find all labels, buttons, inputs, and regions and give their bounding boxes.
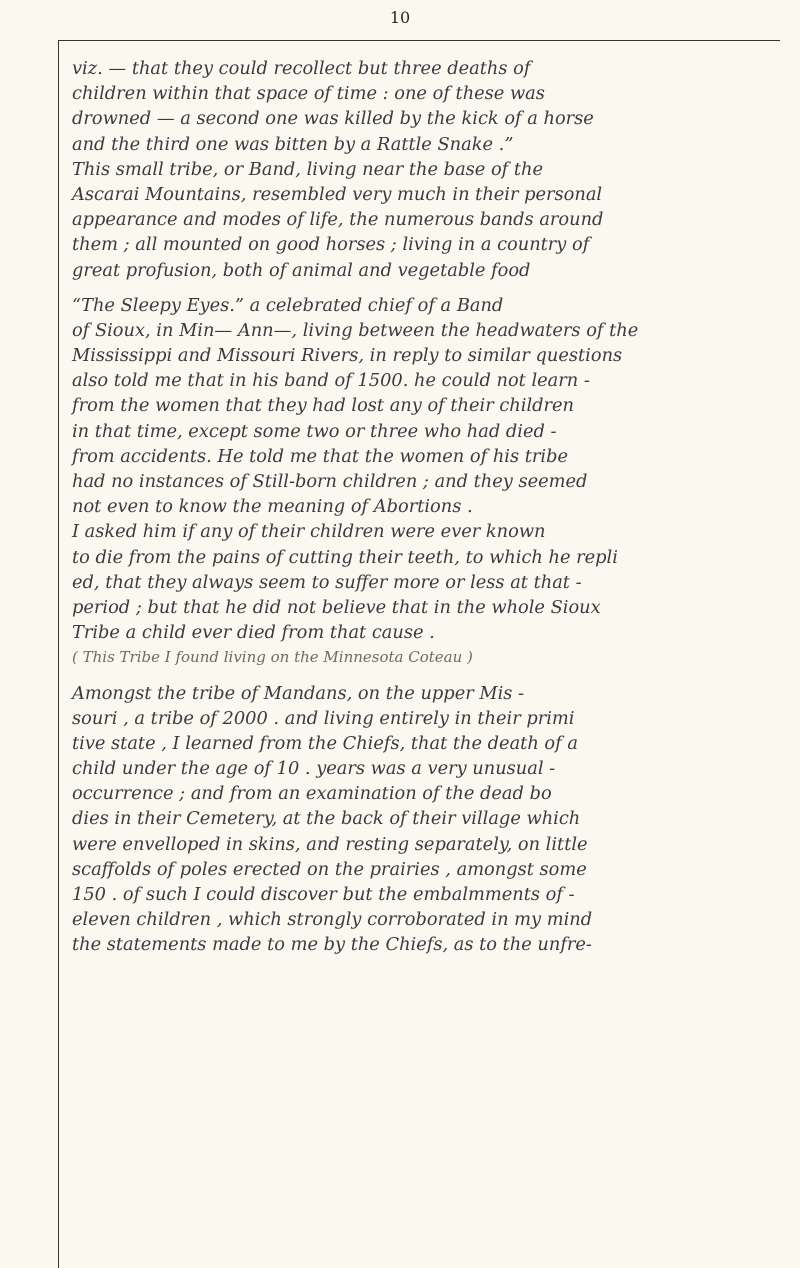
text-line: not even to know the meaning of Abortions .	[72, 496, 473, 518]
manuscript-text	[72, 56, 772, 958]
text-line: from the women that they had lost any of their children	[72, 395, 574, 417]
text-line: drowned — a second one was killed by the kick of a horse	[72, 108, 594, 130]
paragraph-2	[72, 157, 772, 283]
text-line: and the third one was bitten by a Rattle Snake .”	[72, 133, 514, 155]
text-line: occurrence ; and from an examination of the dead bo	[72, 783, 552, 805]
text-line: appearance and modes of life, the numerous bands around	[72, 209, 604, 231]
text-line: dies in their Cemetery, at the back of their village which	[72, 808, 581, 830]
text-line: “The Sleepy Eyes.” a celebrated chief of a Band	[72, 294, 504, 316]
text-line: Tribe a child ever died from that cause .	[72, 622, 435, 644]
text-line: This small tribe, or Band, living near the base of the	[72, 158, 544, 180]
text-line: child under the age of 10 . years was a very unusual -	[72, 758, 556, 780]
text-line: children within that space of time : one of these was	[72, 83, 545, 105]
paragraph-gap	[72, 671, 772, 681]
text-line: the statements made to me by the Chiefs, as to the unfre-	[72, 934, 592, 956]
text-line: tive state , I learned from the Chiefs, that the death of a	[72, 732, 578, 754]
text-line: great profusion, both of animal and vegetable food	[72, 259, 531, 281]
text-line: souri , a tribe of 2000 . and living entirely in their primi	[72, 707, 575, 729]
paragraph-gap	[72, 283, 772, 293]
page-number: 10	[389, 8, 411, 27]
text-line: 150 . of such I could discover but the embalmments of -	[72, 884, 575, 905]
text-line: eleven children , which strongly corroborated in my mind	[72, 909, 593, 931]
text-line: Mississippi and Missouri Rivers, in reply to similar questions	[72, 345, 623, 367]
text-line: I asked him if any of their children were ever known	[72, 521, 546, 543]
text-line: from accidents. He told me that the women of his tribe	[72, 445, 568, 467]
paragraph-1	[72, 56, 772, 157]
text-line: period ; but that he did not believe that in the whole Sioux	[72, 596, 601, 618]
text-line: Amongst the tribe of Mandans, on the upper Mis -	[72, 682, 525, 704]
text-line: of Sioux, in Min— Ann—, living between the headwaters of the	[72, 319, 639, 341]
pencil-annotation: ( This Tribe I found living on the Minnesota Coteau )	[72, 648, 473, 667]
text-line: scaffolds of poles erected on the prairies , amongst some	[72, 858, 587, 880]
text-line: them ; all mounted on good horses ; living in a country of	[72, 234, 590, 256]
text-line: in that time, except some two or three who had died -	[72, 420, 557, 442]
text-line: to die from the pains of cutting their teeth, to which he repli	[72, 546, 618, 568]
text-line: had no instances of Still-born children ; and they seemed	[72, 471, 588, 492]
margin-rule	[58, 40, 59, 1268]
text-line: also told me that in his band of 1500. he could not learn -	[72, 370, 590, 392]
paragraph-4	[72, 681, 772, 958]
text-line: were envelloped in skins, and resting separately, on little	[72, 833, 588, 855]
text-line: Ascarai Mountains, resembled very much in their personal	[72, 183, 603, 205]
text-line: ed, that they always seem to suffer more or less at that -	[72, 571, 582, 593]
paragraph-3	[72, 293, 772, 671]
top-rule	[58, 40, 780, 41]
text-line: viz. — that they could recollect but three deaths of	[72, 58, 531, 79]
